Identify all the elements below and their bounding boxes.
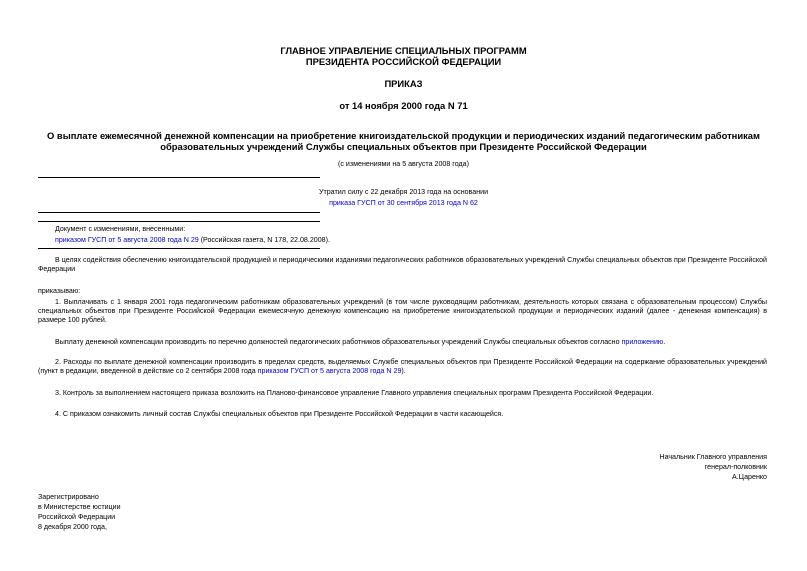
signature-rank: генерал-полковник (704, 463, 767, 471)
lost-force-link[interactable]: приказа ГУСП от 30 сентября 2013 года N 62 (329, 199, 478, 207)
document-type: ПРИКАЗ (384, 78, 423, 89)
divider-3 (38, 221, 320, 222)
changes-order-link[interactable]: приказом ГУСП от 5 августа 2008 года N 29 (55, 236, 199, 244)
paragraph-2-text: 2. Расходы по выплате денежной компенсации производить в пределах средств, выделяемых Службе специальных объектов при Президенте Российской Федерации на содержание образовательных учреждений (пункт в редакции, введенной в действие со 2 сентября 2008 года (38, 358, 767, 375)
lost-force-text: Утратил силу с 22 декабря 2013 года на основании (318, 188, 489, 196)
preamble-paragraph: В целях содействия обеспечению книгоиздательской продукцией и периодическими изданиями педагогических работников образовательных учреждений Службы специальных объектов при Президенте Российской Федерации (38, 256, 767, 273)
paragraph-1: 1. Выплачивать с 1 января 2001 года педагогическим работникам образовательных учреждений (в том числе руководящим работникам, деятельность которых связана с образовательным процессом) Службы специальных объектов при Президенте Российской Федерации ежемесячную денежную компенсацию на приобретение книгоиздательской продукции и периодических изданий (далее - денежная компенсация) в размере 100 рублей. (38, 298, 767, 324)
registration-line1: Зарегистрировано (38, 493, 99, 501)
divider-2 (38, 212, 320, 213)
paragraph-2-link[interactable]: приказом ГУСП от 5 августа 2008 года N 29 (257, 367, 402, 375)
paragraph-1b-text: Выплату денежной компенсации производить по перечню должностей педагогических работников образовательных учреждений Службы специальных объектов согласно (55, 338, 622, 346)
divider-4 (38, 248, 320, 249)
org-name-line1: ГЛАВНОЕ УПРАВЛЕНИЕ СПЕЦИАЛЬНЫХ ПРОГРАММ (280, 45, 527, 56)
divider-1 (38, 177, 320, 178)
paragraph-4: 4. С приказом ознакомить личный состав Службы специальных объектов при Президенте Российской Федерации в части касающейся. (55, 410, 504, 418)
appendix-link[interactable]: приложению (621, 338, 664, 346)
document-title-line1: О выплате ежемесячной денежной компенсации на приобретение книгоиздательской продукции и периодических изданий педагогическим работникам (47, 130, 760, 141)
paragraph-1b: Выплату денежной компенсации производить по перечню должностей педагогических работников образовательных учреждений Службы специальных объектов согласно приложению. (55, 338, 666, 346)
registration-line2: в Министерстве юстиции (38, 503, 121, 511)
registration-line3: Российской Федерации (38, 513, 116, 521)
order-word: приказываю: (38, 287, 81, 295)
changes-line (55, 236, 330, 245)
paragraph-2: 2. Расходы по выплате денежной компенсации производить в пределах средств, выделяемых Службе специальных объектов при Президенте Российской Федерации на содержание образовательных учреждений (пункт в редакции, введенной в действие со 2 сентября 2008 года приказом ГУСП от 5 августа 2008 года N 29). (38, 358, 767, 375)
changes-source: (Российская газета, N 178, 22.08.2008). (198, 236, 330, 244)
signature-position: Начальник Главного управления (659, 453, 767, 461)
signature-name: А.Царенко (732, 473, 767, 481)
changes-intro: Документ с изменениями, внесенными: (55, 225, 186, 233)
paragraph-3: 3. Контроль за выполнением настоящего приказа возложить на Планово-финансовое управление Главного управления специальных программ Президента Российской Федерации. (55, 389, 654, 397)
amendments-note: (с изменениями на 5 августа 2008 года) (338, 160, 469, 168)
org-name-line2: ПРЕЗИДЕНТА РОССИЙСКОЙ ФЕДЕРАЦИИ (305, 56, 502, 67)
document-title-line2: образовательных учреждений Службы специальных объектов при Президенте Российской Федерации (160, 141, 647, 152)
document-date: от 14 ноября 2000 года N 71 (339, 100, 468, 111)
registration-line4: 8 декабря 2000 года, (38, 523, 107, 531)
